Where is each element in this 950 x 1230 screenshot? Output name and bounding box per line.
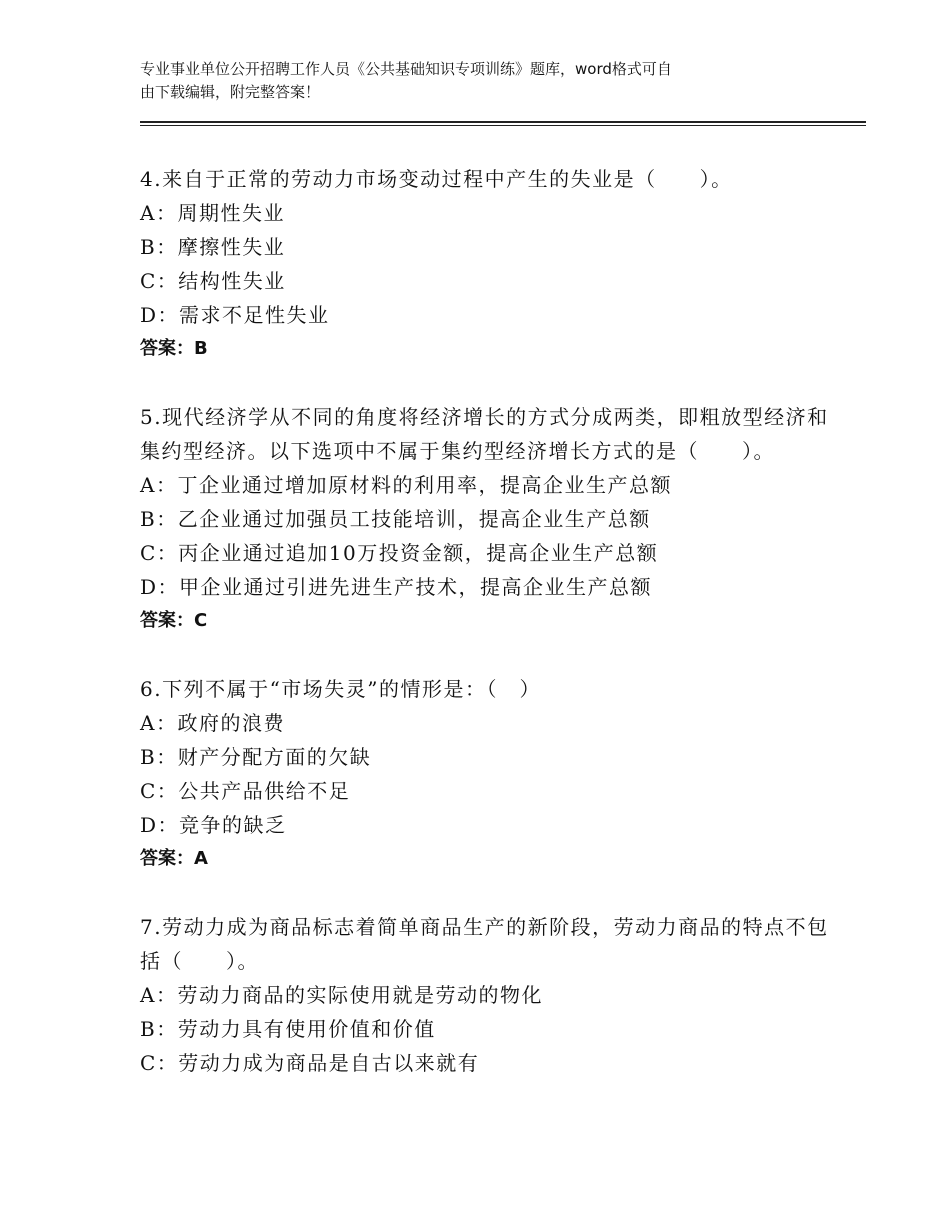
option-a: A：劳动力商品的实际使用就是劳动的物化: [140, 983, 543, 1007]
option-d: D：甲企业通过引进先进生产技术，提高企业生产总额: [140, 575, 653, 599]
answer: 答案：C: [140, 610, 208, 631]
header-line-2: 由下载编辑，附完整答案！: [140, 83, 321, 101]
option-c: C：劳动力成为商品是自古以来就有: [140, 1051, 480, 1075]
option-a: A：周期性失业: [140, 201, 285, 225]
question-stem: 5.现代经济学从不同的角度将经济增长的方式分成两类，即粗放型经济和集约型经济。以下选项中不属于集约型经济增长方式的是（ ）。: [140, 405, 829, 463]
option-c: C：丙企业通过追加10万投资金额，提高企业生产总额: [140, 541, 659, 565]
option-a: A：政府的浪费: [140, 711, 285, 735]
document-header: [140, 58, 810, 104]
question-4: [140, 162, 840, 366]
question-stem: 7.劳动力成为商品标志着简单商品生产的新阶段，劳动力商品的特点不包括（ ）。: [140, 915, 829, 973]
option-c: C：结构性失业: [140, 269, 286, 293]
option-b: B：劳动力具有使用价值和价值: [140, 1017, 436, 1041]
option-b: B：乙企业通过加强员工技能培训，提高企业生产总额: [140, 507, 651, 531]
answer: 答案：A: [140, 848, 208, 869]
option-a: A：丁企业通过增加原材料的利用率，提高企业生产总额: [140, 473, 672, 497]
header-line-1: 专业事业单位公开招聘工作人员《公共基础知识专项训练》题库，word格式可自: [140, 60, 672, 78]
option-d: D：需求不足性失业: [140, 303, 330, 327]
option-b: B：财产分配方面的欠缺: [140, 745, 372, 769]
question-list: [140, 162, 840, 1114]
question-7: [140, 910, 840, 1080]
question-stem: 6.下列不属于“市场失灵”的情形是：（ ）: [140, 677, 542, 701]
option-d: D：竞争的缺乏: [140, 813, 287, 837]
option-c: C：公共产品供给不足: [140, 779, 351, 803]
question-stem: 4.来自于正常的劳动力市场变动过程中产生的失业是（ ）。: [140, 167, 733, 191]
question-6: [140, 672, 840, 876]
divider-line: [140, 121, 866, 123]
answer: 答案：B: [140, 338, 208, 359]
question-5: [140, 400, 840, 638]
divider-line: [140, 125, 866, 126]
option-b: B：摩擦性失业: [140, 235, 286, 259]
header-divider: [140, 121, 866, 128]
